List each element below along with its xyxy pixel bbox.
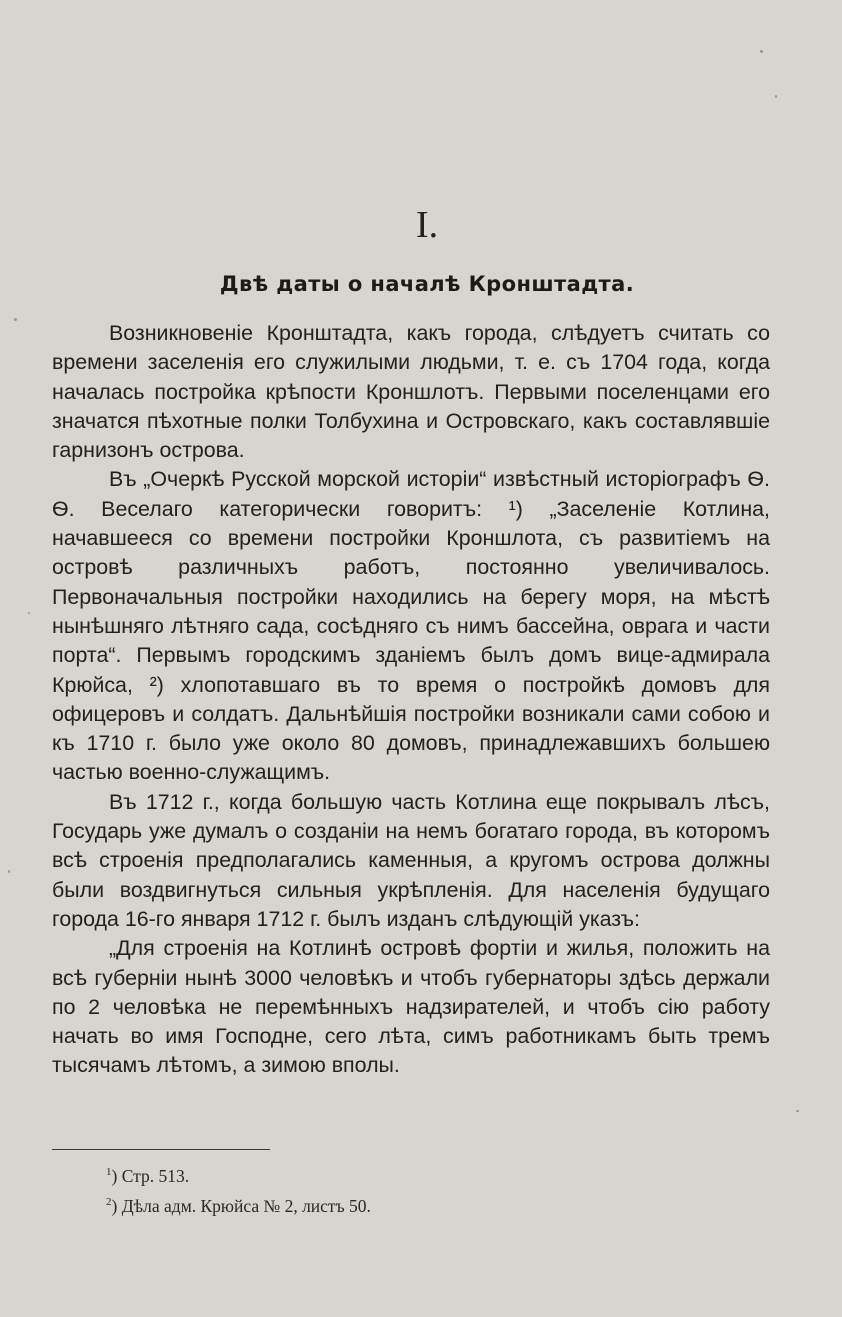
footnote-text: ) Стр. 513. xyxy=(111,1165,190,1186)
paper-speck xyxy=(28,612,30,614)
footnote-divider xyxy=(52,1149,270,1150)
paper-speck xyxy=(760,50,763,53)
paper-speck xyxy=(775,95,777,98)
paper-speck xyxy=(8,870,10,873)
footnote-mark: 1 xyxy=(106,1166,112,1178)
footnote-mark: 2 xyxy=(106,1195,112,1208)
footnote xyxy=(106,1159,706,1189)
paper-speck xyxy=(14,318,17,321)
footnote-text: ) Дѣла адм. Крюйса № 2, листъ 50. xyxy=(111,1195,371,1216)
footnotes xyxy=(106,1159,706,1219)
chapter-heading: Двѣ даты о началѣ Кронштадта. xyxy=(219,272,635,296)
paragraph: „Для строенія на Котлинѣ островѣ фортіи и жилья, положить на всѣ губерніи нынѣ 3000 человѣкъ и чтобъ губернаторы здѣсь держали по 2 человѣка не перемѣнныхъ надзирателей, и чтобъ сію работу начать во имя Господне, сего лѣта, симъ работникамъ быть тремъ тысячамъ лѣтомъ, а зимою вполы. xyxy=(52,936,770,1078)
body-text xyxy=(52,319,770,1081)
paragraph: Въ 1712 г., когда большую часть Котлина еще покрывалъ лѣсъ, Государь уже думалъ о созданіи на немъ богатаго города, въ которомъ всѣ строенія предполагались каменныя, а кругомъ острова должны были воздвигнуться сильныя укрѣпленія. Для населенія будущаго города 16-го января 1712 г. былъ изданъ слѣдующій указъ: xyxy=(52,789,770,931)
chapter-number: I. xyxy=(415,204,439,246)
paper-speck xyxy=(796,1110,799,1112)
paragraph: Въ „Очеркѣ Русской морской исторіи“ извѣстный исторіографъ Ѳ. Ѳ. Веселаго категорически говоритъ: ¹) „Заселеніе Котлина, начавшееся со времени постройки Кроншлота, съ развитіемъ на островѣ различныхъ работъ, постоянно увеличивалось. Первоначальныя постройки находились на берегу моря, на мѣстѣ нынѣшняго лѣтняго сада, сосѣдняго съ нимъ бассейна, оврага и части порта“. Первымъ городскимъ зданіемъ былъ домъ вице-адмирала Крюйса, ²) хлопотавшаго въ то время о постройкѣ домовъ для офицеровъ и солдатъ. Дальнѣйшія постройки возникали сами собою и къ 1710 г. было уже около 80 домовъ, принадлежавшихъ большею частью военно-служащимъ. xyxy=(52,467,770,785)
footnote xyxy=(106,1189,706,1219)
paragraph: Возникновеніе Кронштадта, какъ города, слѣдуетъ считать со времени заселенія его служилыми людьми, т. е. съ 1704 года, когда началась постройка крѣпости Кроншлотъ. Первыми поселенцами его значатся пѣхотные полки Толбухина и Островскаго, какъ составлявшіе гарнизонъ острова. xyxy=(52,321,770,463)
